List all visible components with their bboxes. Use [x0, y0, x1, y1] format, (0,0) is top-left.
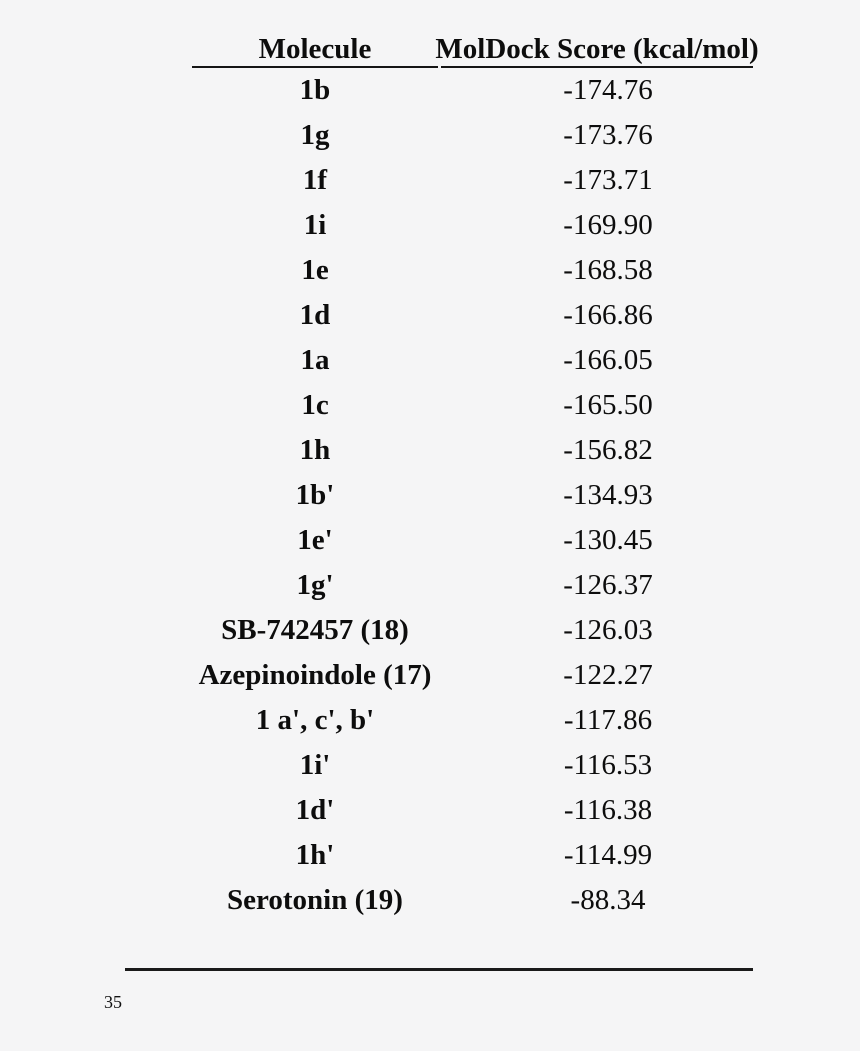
table-row	[192, 653, 753, 698]
table-row	[192, 113, 753, 158]
score-cell: -134.93	[563, 479, 653, 511]
table-row	[192, 788, 753, 833]
score-cell: -166.05	[563, 344, 653, 376]
table-row	[192, 833, 753, 878]
molecule-cell: Serotonin (19)	[227, 884, 403, 916]
molecule-cell: 1e	[301, 254, 329, 286]
table-row	[192, 248, 753, 293]
molecule-cell: Azepinoindole (17)	[198, 659, 432, 691]
score-cell: -173.71	[563, 164, 653, 196]
score-cell: -165.50	[563, 389, 653, 421]
table-row	[192, 608, 753, 653]
table-row	[192, 878, 753, 923]
molecule-cell: 1d'	[295, 794, 335, 826]
table-row	[192, 563, 753, 608]
score-cell: -116.53	[563, 749, 653, 781]
score-cell: -174.76	[563, 74, 653, 106]
score-cell: -169.90	[563, 209, 653, 241]
score-column-header: MolDock Score (kcal/mol)	[441, 32, 753, 68]
score-cell: -122.27	[563, 659, 653, 691]
score-cell: -156.82	[563, 434, 653, 466]
molecule-cell: 1e'	[297, 524, 333, 556]
table-row	[192, 743, 753, 788]
score-cell: -173.76	[563, 119, 653, 151]
score-cell: -168.58	[563, 254, 653, 286]
score-cell: -166.86	[563, 299, 653, 331]
molecule-cell: 1a	[300, 344, 330, 376]
molecule-cell: 1c	[301, 389, 329, 421]
molecule-cell: 1h'	[295, 839, 335, 871]
table-row	[192, 293, 753, 338]
molecule-cell: 1g'	[296, 569, 334, 601]
molecule-column-header: Molecule	[192, 32, 438, 68]
molecule-cell: 1b	[299, 74, 331, 106]
table-row	[192, 473, 753, 518]
table-row	[192, 68, 753, 113]
molecule-cell: 1g	[300, 119, 330, 151]
table-row	[192, 203, 753, 248]
table-row	[192, 698, 753, 743]
table-row	[192, 383, 753, 428]
molecule-cell: 1i	[303, 209, 327, 241]
table-row	[192, 158, 753, 203]
table-row	[192, 428, 753, 473]
molecule-cell: 1i'	[299, 749, 331, 781]
molecule-cell: 1b'	[295, 479, 335, 511]
score-cell: -88.34	[570, 884, 646, 916]
score-cell: -126.03	[563, 614, 653, 646]
molecule-cell: 1 a', c', b'	[255, 704, 375, 736]
score-cell: -130.45	[563, 524, 653, 556]
table-row	[192, 338, 753, 383]
score-cell: -117.86	[563, 704, 653, 736]
molecule-cell: 1d	[299, 299, 331, 331]
table-header-row	[192, 32, 759, 68]
molecule-cell: 1f	[302, 164, 328, 196]
molecule-cell: SB-742457 (18)	[221, 614, 409, 646]
score-cell: -114.99	[563, 839, 653, 871]
page-number: 35	[104, 992, 122, 1012]
score-cell: -126.37	[563, 569, 653, 601]
table-bottom-rule	[125, 968, 753, 971]
moldock-score-table	[192, 32, 759, 923]
molecule-cell: 1h	[299, 434, 331, 466]
table-row	[192, 518, 753, 563]
score-cell: -116.38	[563, 794, 653, 826]
